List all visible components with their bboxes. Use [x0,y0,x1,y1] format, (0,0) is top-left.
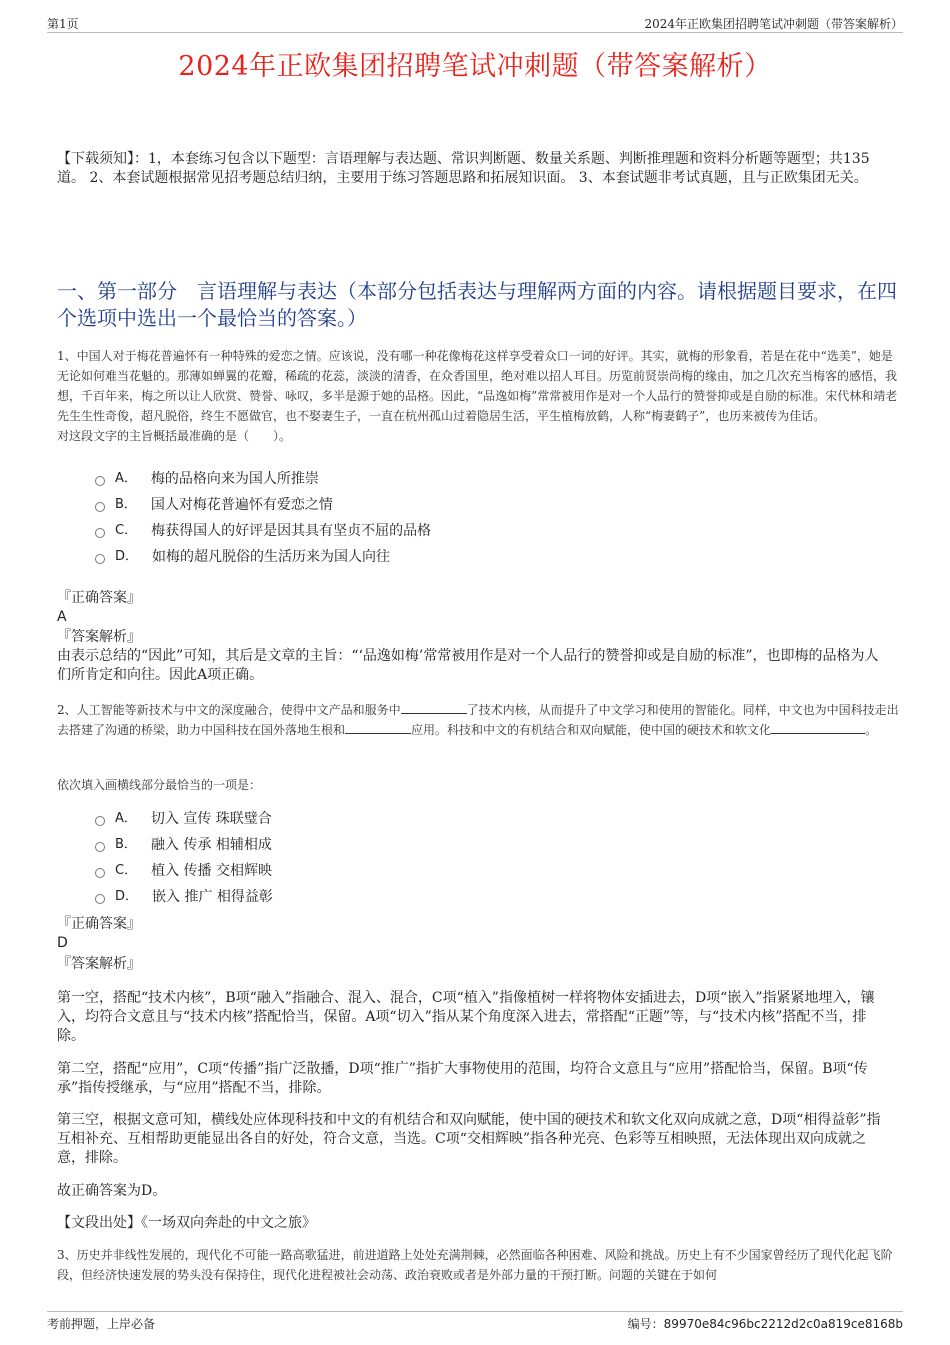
document-title: 2024年正欧集团招聘笔试冲刺题（带答案解析） [178,51,772,82]
q2-analysis-label: 『答案解析』 [57,956,141,972]
footer-id: 编号：89970e84c96bc2212d2c0a819ce8168b [627,1317,903,1331]
radio-icon[interactable] [95,894,105,904]
radio-icon[interactable] [95,816,105,826]
q2-option-a[interactable]: A． 切入 宣传 珠联璧合 [95,806,795,832]
q2-options [95,806,795,910]
section-title: 一、第一部分 言语理解与表达（本部分包括表达与理解两方面的内容。请根据题目要求，在四个选项中选出一个最恰当的答案。） [57,279,897,330]
q2-analysis-p1: 第一空，搭配“技术内核”，B项“融入”指融合、混入、混合，C项“植入”指像植树一样将物体安插进去，D项“嵌入”指紧紧地埋入，镶入，均符合文意且与“技术内核”搭配恰当，保留。A项“切入”指从某个角度深入进去，常搭配“正题”等，与“技术内核”搭配不当，排除。 [57,990,875,1044]
q1-option-b[interactable]: B． 国人对梅花普遍怀有爱恋之情 [95,492,795,518]
q3-stem: 3、历史并非线性发展的，现代化不可能一路高歌猛进，前进道路上处处充满荆棘，必然面临各种困难、风险和挑战。历史上有不少国家曾经历了现代化起飞阶段，但经济快速发展的势头没有保持住，现代化进程被社会动荡、政治衰败或者是外部力量的干预打断。问题的关键在于如何 [57,1248,893,1282]
header-doc-title: 2024年正欧集团招聘笔试冲刺题（带答案解析） [644,17,903,31]
q2-analysis-p3: 第三空，根据文意可知，横线处应体现科技和中文的有机结合和双向赋能，使中国的硬技术和软文化双向成就之意，D项“相得益彰”指互相补充、互相帮助更能显出各自的好处，符合文意，当选。C项“交相辉映”指各种光亮、色彩等互相映照，无法体现出双向成就之意，排除。 [57,1112,881,1166]
page-header [47,14,903,33]
radio-icon[interactable] [95,476,105,486]
q1-prompt: 对这段文字的主旨概括最准确的是（ ）。 [57,429,292,443]
q2-stem: 2、人工智能等新技术与中文的深度融合，使得中文产品和服务中 了技术内核，从而提升了中文学习和使用的智能化。同样，中文也为中国科技走出去搭建了沟通的桥梁，助力中国科技在国外落地生根和 应用。科技和中文的有机结合和双向赋能，使中国的硬技术和软文化 。 [57,703,899,737]
radio-icon[interactable] [95,868,105,878]
page-number: 第1页 [47,17,79,31]
q1-answer: A [57,609,67,625]
q1-option-a[interactable]: A． 梅的品格向来为国人所推崇 [95,466,795,492]
radio-icon[interactable] [95,554,105,564]
page-footer [47,1311,903,1332]
q2-prompt: 依次填入画横线部分最恰当的一项是： [57,778,262,792]
q1-options [95,466,795,570]
blank-1[interactable] [401,701,467,714]
q1-stem: 1、中国人对于梅花普遍怀有一种特殊的爱恋之情。应该说，没有哪一种花像梅花这样享受着众口一词的好评。其实，就梅的形象看，若是在花中“选美”，她是无论如何难当花魁的。那薄如蝉翼的花瓣，稀疏的花蕊，淡淡的清香，在众香国里，绝对难以招人耳目。历览前贤崇尚梅的缘由，加之几次充当梅客的感悟，我想，千百年来，梅之所以让人欣赏、赞誉、咏叹，多半是源于她的品格。因此，“品逸如梅”常常被用作是对一个人品行的赞誉抑或是自励的标准。宋代林和靖老先生生性奇俊，超凡脱俗，终生不愿做官，也不娶妻生子，一直在杭州孤山过着隐居生活，平生植梅放鹤，人称“梅妻鹤子”，也历来被传为佳话。 对这段文字的主旨概括最准确的是（ ）。 [57,349,898,443]
blank-2[interactable] [345,721,411,734]
q2-option-b[interactable]: B． 融入 传承 相辅相成 [95,832,795,858]
radio-icon[interactable] [95,842,105,852]
q1-analysis: 由表示总结的“因此”可知，其后是文章的主旨：“‘品逸如梅’常常被用作是对一个人品行的赞誉抑或是自励的标准”，也即梅的品格为人们所肯定和向往。因此A项正确。 [57,648,879,683]
q2-source: 【文段出处】《一场双向奔赴的中文之旅》 [57,1215,316,1231]
q1-answer-label: 『正确答案』 [57,590,141,606]
q1-analysis-label: 『答案解析』 [57,629,141,645]
q2-analysis-p2: 第二空，搭配“应用”，C项“传播”指广泛散播，D项“推广”指扩大事物使用的范围，均符合文意且与“应用”搭配恰当，保留。B项“传承”指传授继承，与“应用”搭配不当，排除。 [57,1061,868,1096]
radio-icon[interactable] [95,502,105,512]
q2-answer-label: 『正确答案』 [57,916,141,932]
q2-answer: D [57,935,68,951]
radio-icon[interactable] [95,528,105,538]
q1-option-c[interactable]: C． 梅获得国人的好评是因其具有坚贞不屈的品格 [95,518,795,544]
blank-3[interactable] [771,721,865,734]
q2-option-d[interactable]: D． 嵌入 推广 相得益彰 [95,884,795,910]
footer-slogan: 考前押题，上岸必备 [47,1317,156,1331]
download-notice: 【下载须知】：1，本套练习包含以下题型：言语理解与表达题、常识判断题、数量关系题、判断推理题和资料分析题等题型；共135道。 2、本套试题根据常见招考题总结归纳，主要用于练习答题思路和拓展知识面。 3、本套试题非考试真题，且与正欧集团无关。 [57,151,870,186]
q2-analysis-p4: 故正确答案为D。 [57,1183,167,1199]
q2-option-c[interactable]: C． 植入 传播 交相辉映 [95,858,795,884]
q1-option-d[interactable]: D． 如梅的超凡脱俗的生活历来为国人向往 [95,544,795,570]
